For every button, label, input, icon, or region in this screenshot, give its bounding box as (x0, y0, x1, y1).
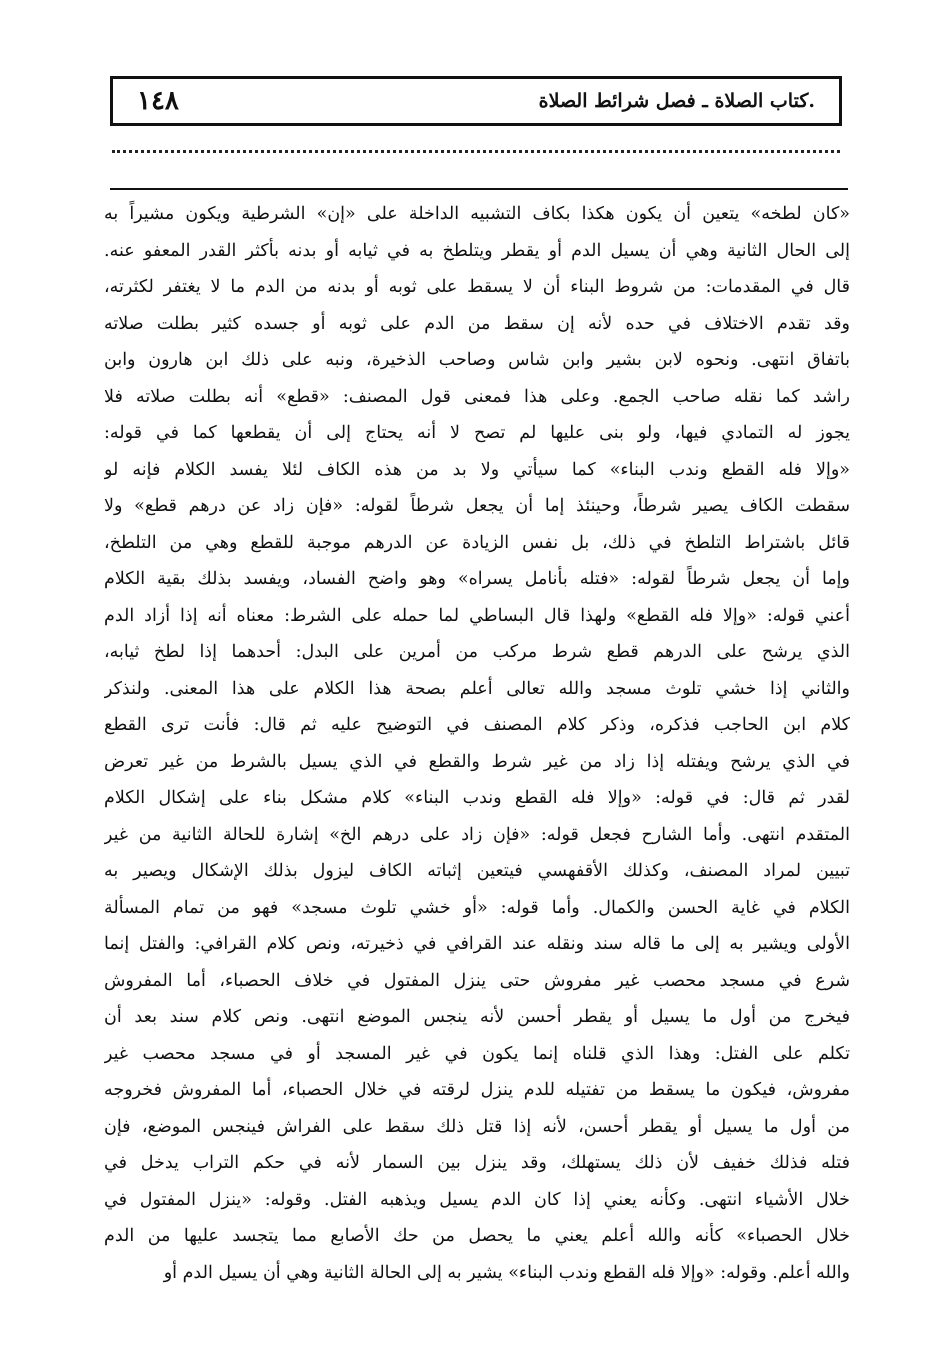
text-line: فتله فذلك خفيف لأن ذلك يستهلك، وقد ينزل بين السمار لأنه في حكم التراب يدخل في (104, 1153, 850, 1173)
text-line: شرع في مسجد محصب غير مفروش حتى ينزل المفتول في خلاف الحصباء، أما المفروش (104, 970, 850, 991)
text-line: إلى الحال الثانية وهي أن يسيل الدم أو يقطر ويتلطخ به في ثيابه أو بدنه بأكثر القدر المعفو عنه. (104, 240, 850, 261)
text-line: المتقدم انتهى. وأما الشارح فجعل قوله: «فإن زاد على درهم الخ» إشارة للحالة الثانية من غير (104, 824, 850, 845)
text-line: الكلام في غاية الحسن والكمال. وأما قوله: «أو خشي تلوث مسجد» فهو من تمام المسألة (104, 897, 850, 918)
text-line: في الذي يرشح ويفتله إذا زاد من غير شرط والقطع في الذي يسيل بالشرط من غير تعرض (104, 751, 850, 772)
text-line: أعني قوله: «وإلا فله القطع» ولهذا قال البساطي لما حمله على الشرط: معناه أنه إذا أزاد الدم (104, 605, 850, 626)
text-line: فيخرج من أول ما يسيل أو يقطر أحسن لأنه ينجس الموضع انتهى. ونص كلام سند بعد أن (104, 1007, 850, 1027)
text-line: من أول ما يسيل أو يقطر أحسن، لأنه إذا قتل ذلك سقط على الفراش فينجس الموضع، فإن (104, 1116, 850, 1137)
text-line: «وإلا فله القطع وندب البناء» كما سيأتي ولا بد من هذه الكاف لئلا يفسد الكلام فإنه لو (104, 459, 850, 480)
text-line: قائل باشتراط التلطخ في ذلك، بل نفس الزيادة عن الدرهم موجبة للقطع وهي من التلطخ، (104, 532, 850, 553)
text-line: وقد تقدم الاختلاف في حده لأنه إن سقط من الدم على ثوبه أو جسده كثير بطلت صلاته (104, 313, 850, 334)
text-line: «كان لطخه» يتعين أن يكون هكذا بكاف التشبيه الداخلة على «إن» الشرطية ويكون مشيراً به (104, 204, 850, 224)
text-line: الذي يرشح على الدرهم قطع شرط مركب من أمرين على البدل: أحدهما إذا لطخ ثيابه، (104, 642, 850, 662)
text-line: باتفاق انتهى. ونحوه لابن بشير وابن شاس وصاحب الذخيرة، ونبه على ذلك ابن هارون وابن (104, 350, 850, 370)
dotted-separator (112, 150, 840, 153)
page-number: ١٤٨ (137, 86, 179, 116)
text-line: قال في المقدمات: من شروط البناء أن لا يسقط على ثوبه أو بدنه من الدم ما لا يغتفر لكثرته، (104, 277, 850, 297)
text-line: سقطت الكاف يصير شرطاً، وحينئذ إما أن يجعل شرطاً لقوله: «فإن زاد عن درهم قطع» ولا (104, 496, 850, 516)
text-line: الأولى ويشير به إلى ما قاله سند ونقله عند القرافي في ذخيرته، ونص كلام القرافي: والفتل إنما (104, 934, 850, 954)
text-line: راشد كما نقله صاحب الجمع. وعلى هذا فمعنى قول المصنف: «قطع» أنه بطلت صلاته فلا (104, 386, 850, 407)
solid-separator (110, 188, 848, 190)
text-line: مفروش، فيكون ما يسقط من تفتيله للدم ينزل لرقته في خلال الحصباء، أما المفروش فخروجه (104, 1080, 850, 1100)
running-header (110, 76, 842, 126)
text-line: والثاني إذا خشي تلوث مسجد والله تعالى أعلم بصحة هذا الكلام على هذا المعنى. ولنذكر (104, 678, 850, 699)
text-line: خلال الأشياء انتهى. وكأنه يعني إذا كان الدم يسيل ويذهبه الفتل. وقوله: «ينزل المفتول في (104, 1189, 850, 1210)
text-line: تبيين لمراد المصنف، وكذلك الأقفهسي فيتعين إثباته الكاف ليزول بذلك الإشكال ويصير به (104, 861, 850, 881)
text-line: تكلم على الفتل: وهذا الذي قلناه إنما يكون في غير المسجد أو في مسجد محصب غير (104, 1043, 850, 1064)
text-line: يجوز له التمادي فيها، ولو بنى عليها لم تصح لا أنه يحتاج إلى أن يقطعها كما في قوله: (104, 423, 850, 443)
text-line: لقدر ثم قال: في قوله: «وإلا فله القطع وندب البناء» كلام مشكل بناء على إشكال الكلام (104, 788, 850, 808)
text-line: كلام ابن الحاجب فذكره، وذكر كلام المصنف في التوضيح عليه ثم قال: فأنت ترى القطع (104, 715, 850, 735)
body-text (104, 196, 850, 1291)
text-line: وإما أن يجعل شرطاً لقوله: «فتله بأنامل يسراه» وهو واضح الفساد، ويفسد بذلك بقية الكلام (104, 569, 850, 589)
text-line: والله أعلم. وقوله: «وإلا فله القطع وندب البناء» يشير به إلى الحالة الثانية وهي أن يسيل الدم أو (163, 1262, 850, 1283)
text-line: خلال الحصباء» كأنه والله أعلم يعني ما يحصل من حك الأصابع مما يتجسد عليها من الدم (104, 1226, 850, 1246)
running-title: .كتاب الصلاة ـ فصل شرائط الصلاة (538, 90, 815, 112)
